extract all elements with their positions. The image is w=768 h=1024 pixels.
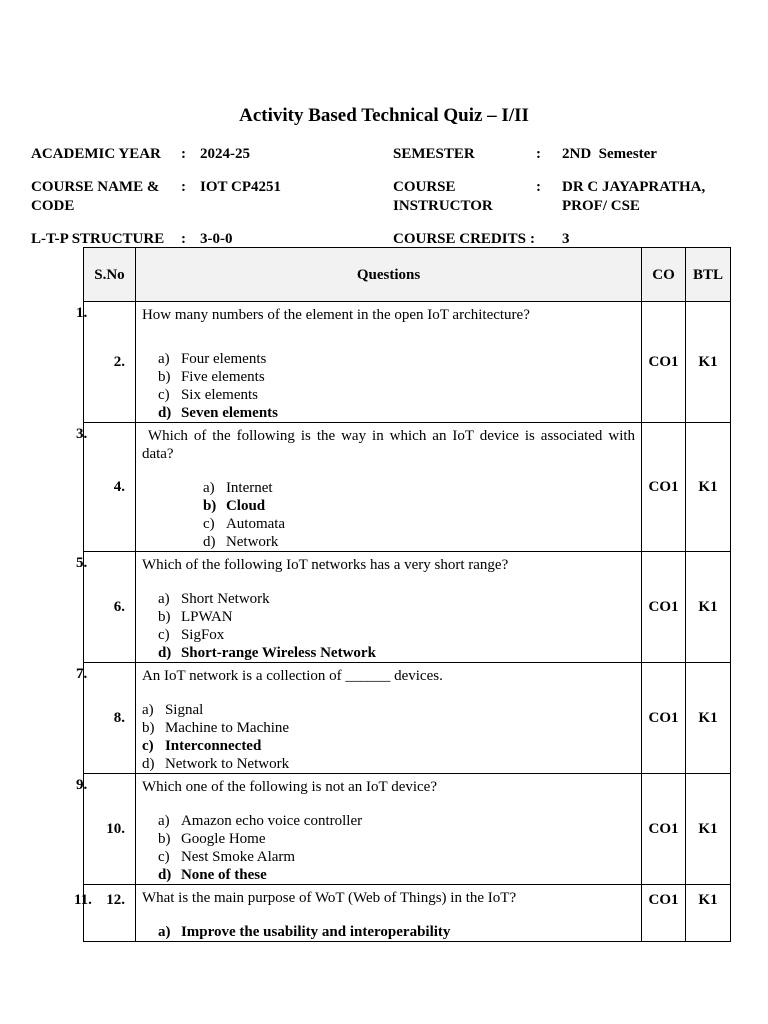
option-item: a) Signal <box>141 702 204 718</box>
question-cell <box>135 302 641 423</box>
option-item: b) Google Home <box>157 831 266 847</box>
colon: : <box>536 146 541 162</box>
table-row <box>84 423 731 552</box>
co-cell: CO1 <box>642 552 686 663</box>
table-row <box>84 774 731 885</box>
correct-option-item: b) Cloud <box>202 498 266 514</box>
correct-option-item: a) Improve the usability and interoperability <box>157 924 451 940</box>
question-cell <box>135 552 641 663</box>
course-name-value: IOT CP4251 <box>200 179 281 195</box>
quiz-table <box>74 247 731 942</box>
options-list <box>142 350 635 422</box>
serial-number: 6. <box>113 599 125 615</box>
serial-number-cell <box>76 302 136 423</box>
table-header-row <box>84 248 731 302</box>
options-list <box>142 479 635 551</box>
serial-number-cell <box>74 885 136 942</box>
option-item: d) Network to Network <box>141 756 290 772</box>
options-list <box>142 701 635 773</box>
ltp-structure-value: 3-0-0 <box>200 231 233 247</box>
co-cell: CO1 <box>642 302 686 423</box>
stray-list-number: 5. <box>76 555 88 571</box>
question-cell <box>135 423 641 552</box>
btl-cell: K1 <box>686 423 731 552</box>
table-row <box>84 663 731 774</box>
column-header-sno: S.No <box>84 248 136 302</box>
question-text: What is the main purpose of WoT (Web of Things) in the IoT? <box>141 890 517 906</box>
question-cell <box>135 774 641 885</box>
academic-year-value: 2024-25 <box>200 146 250 162</box>
course-name-label-line2: CODE <box>31 198 75 214</box>
semester-value: 2ND Semester <box>562 146 657 162</box>
serial-number-cell <box>76 423 136 552</box>
serial-number-cell <box>76 552 136 663</box>
option-item: d) Network <box>202 534 279 550</box>
question-text: Which one of the following is not an IoT device? <box>141 779 437 795</box>
correct-option-item: d) Seven elements <box>157 405 278 421</box>
instructor-value-line1: DR C JAYAPRATHA, <box>562 179 706 195</box>
column-header-btl: BTL <box>686 248 731 302</box>
serial-number-cell <box>76 774 136 885</box>
option-item: b) Five elements <box>157 369 265 385</box>
co-cell: CO1 <box>642 885 686 942</box>
btl-cell: K1 <box>686 302 731 423</box>
course-name-label-line1: COURSE NAME & <box>31 179 160 195</box>
option-item: a) Short Network <box>157 591 270 607</box>
btl-cell: K1 <box>686 885 731 942</box>
semester-label: SEMESTER <box>393 146 475 162</box>
serial-number: 10. <box>106 821 125 837</box>
question-text: Which of the following is the way in which an IoT device is associated with data? <box>141 428 639 462</box>
course-credits-label: COURSE CREDITS <box>393 231 526 247</box>
options-list <box>142 812 635 884</box>
question-cell <box>135 885 641 942</box>
btl-cell: K1 <box>686 552 731 663</box>
serial-number: 8. <box>113 710 125 726</box>
btl-cell: K1 <box>686 663 731 774</box>
correct-option-item: d) Short-range Wireless Network <box>157 645 376 661</box>
stray-list-number: 3. <box>76 426 88 442</box>
academic-year-label: ACADEMIC YEAR <box>31 146 161 162</box>
stray-list-number: 7. <box>76 666 88 682</box>
options-list <box>142 923 635 941</box>
option-item: a) Internet <box>202 480 273 496</box>
ltp-structure-label: L-T-P STRUCTURE <box>31 231 165 247</box>
btl-cell: K1 <box>686 774 731 885</box>
option-item: c) Automata <box>202 516 286 532</box>
table-row <box>84 552 731 663</box>
instructor-label-line2: INSTRUCTOR <box>393 198 493 214</box>
option-item: b) Machine to Machine <box>141 720 290 736</box>
correct-option-item: d) None of these <box>157 867 267 883</box>
correct-option-item: c) Interconnected <box>141 738 262 754</box>
question-text: How many numbers of the element in the open IoT architecture? <box>141 307 530 323</box>
table-row <box>84 302 731 423</box>
stray-list-number: 1. <box>76 305 88 321</box>
question-text: An IoT network is a collection of ______ devices. <box>141 668 443 684</box>
column-header-questions: Questions <box>135 248 641 302</box>
question-text: Which of the following IoT networks has a very short range? <box>141 557 509 573</box>
serial-number-cell <box>76 663 136 774</box>
option-item: c) Nest Smoke Alarm <box>157 849 296 865</box>
serial-number: 2. <box>113 354 125 370</box>
serial-number: 4. <box>113 479 125 495</box>
options-list <box>142 590 635 662</box>
option-item: c) SigFox <box>157 627 225 643</box>
colon: : <box>530 231 535 247</box>
colon: : <box>181 179 186 195</box>
option-item: c) Six elements <box>157 387 259 403</box>
colon: : <box>181 146 186 162</box>
instructor-value-line2: PROF/ CSE <box>562 198 640 214</box>
option-item: a) Four elements <box>157 351 267 367</box>
option-item: b) LPWAN <box>157 609 233 625</box>
instructor-label-line1: COURSE <box>393 179 456 195</box>
colon: : <box>181 231 186 247</box>
co-cell: CO1 <box>642 774 686 885</box>
co-cell: CO1 <box>642 663 686 774</box>
co-cell: CO1 <box>642 423 686 552</box>
question-cell <box>135 663 641 774</box>
stray-list-number: 9. <box>76 777 88 793</box>
stray-list-number: 11. <box>74 892 92 908</box>
column-header-co: CO <box>642 248 686 302</box>
table-row <box>84 885 731 942</box>
colon: : <box>536 179 541 195</box>
course-credits-value: 3 <box>562 231 570 247</box>
option-item: a) Amazon echo voice controller <box>157 813 363 829</box>
document-title: Activity Based Technical Quiz – I/II <box>239 105 529 126</box>
serial-number: 12. <box>106 892 125 908</box>
